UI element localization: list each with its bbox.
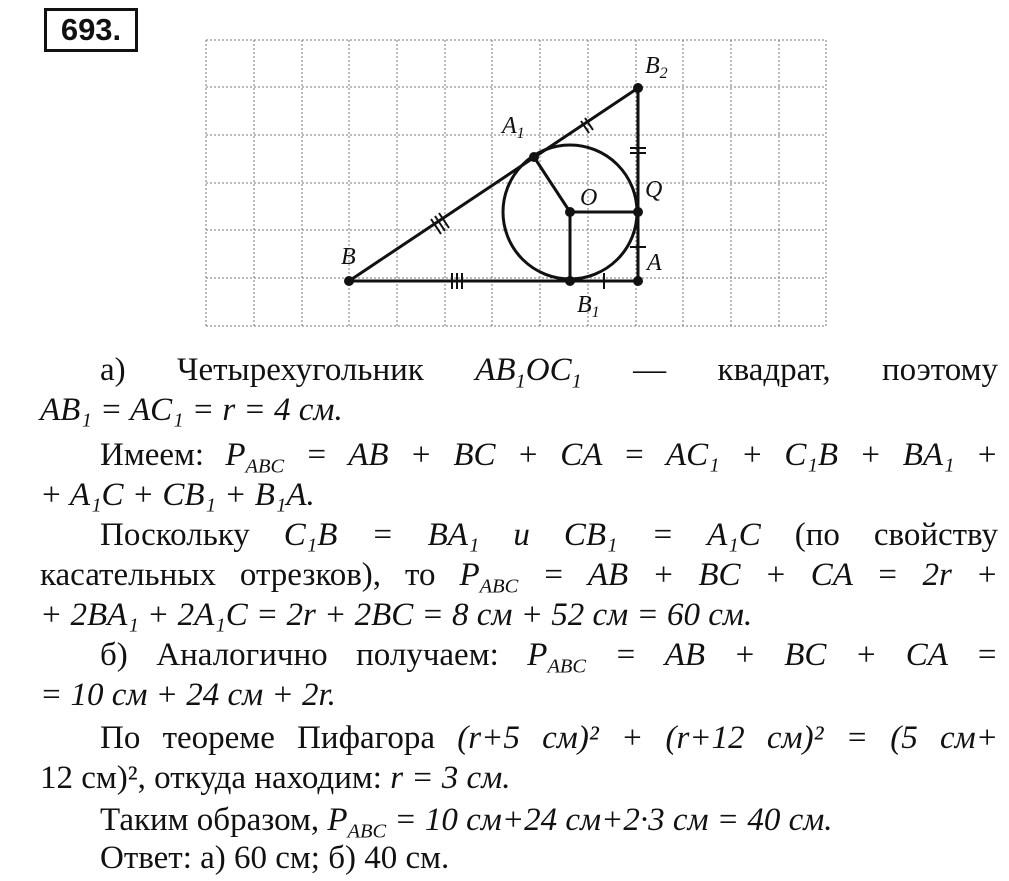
part-b-line-3: По теореме Пифагора (r+5 см)² + (r+12 см)² = (5 см+ <box>100 720 998 756</box>
part-b-line-5: Таким образом, $P_{ABC} = 10$ см+24 см+2·3 см = 40 см. <box>100 802 833 843</box>
part-b-line-2: = 10 см + 24 см + 2r. <box>40 677 336 713</box>
label-A: A <box>647 250 662 276</box>
part-a-line-5: Поскольку C₁B = BA₁ и CB₁ = A₁C (по свойству <box>100 517 999 553</box>
answer-line: Ответ: а) 60 см; б) 40 см. <box>100 840 450 876</box>
part-a-line-4: + A₁C + CB₁ + B₁A. <box>40 477 315 513</box>
part-b-line-1: б) Аналогично получаем: $P_{ABC}$ = AB + BC + CA = <box>100 637 999 678</box>
part-a-line-3: Имеем: $P_{ABC}$ = AB + BC + CA = AC₁ + C₁B + BA₁ + <box>100 437 999 478</box>
part-a-line-7: + 2BA₁ + 2A₁C = 2r + 2BC = 8 см + 52 см = 60 см. <box>40 597 753 633</box>
label-O: O <box>580 185 598 211</box>
part-a-line-1: а) Четырехугольник $AB_1OC_1$ — квадрат, поэтому <box>100 352 998 393</box>
problem-number: 693. <box>44 8 138 52</box>
radius-OA1 <box>534 157 570 212</box>
grid <box>206 40 826 326</box>
part-a-line-6: касательных отрезков), то $P_{ABC}$ = AB + BC + CA = 2r + <box>40 557 999 598</box>
label-Q: Q <box>645 177 663 203</box>
part-b-line-4: 12 см)², откуда находим: r = 3 см. <box>40 760 511 796</box>
label-B: B <box>341 244 356 270</box>
label-B2: $B_2$ <box>645 53 668 82</box>
geometry-figure <box>0 0 1009 340</box>
part-a-line-2: AB₁ = AC₁ = r = 4 см. <box>40 392 343 428</box>
label-A1: $A_1$ <box>502 113 525 142</box>
label-B1: $B_1$ <box>577 292 600 321</box>
